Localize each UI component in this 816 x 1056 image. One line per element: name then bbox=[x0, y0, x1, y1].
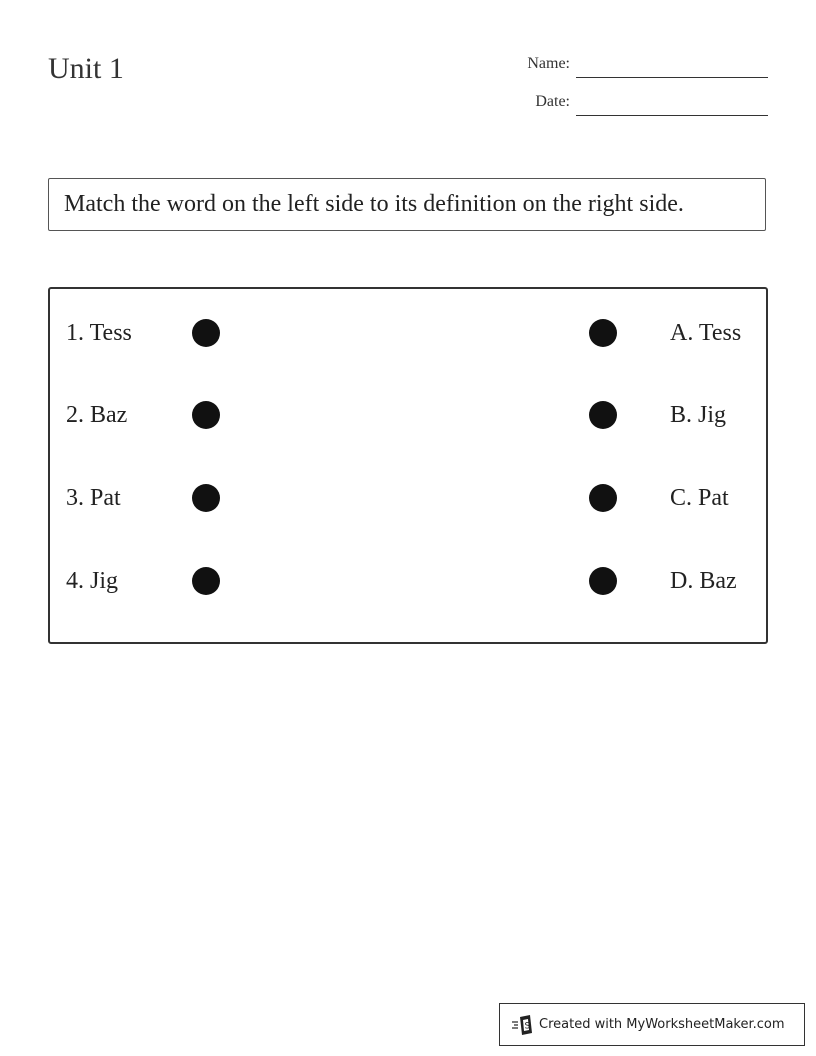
worksheet-maker-logo-icon bbox=[511, 1013, 535, 1037]
instructions-box: Match the word on the left side to its definition on the right side. bbox=[48, 178, 766, 231]
left-item: 3. Pat bbox=[66, 485, 121, 511]
left-match-dot[interactable] bbox=[192, 319, 220, 347]
page-title: Unit 1 bbox=[48, 52, 124, 85]
right-item: C. Pat bbox=[670, 485, 729, 511]
right-item: D. Baz bbox=[670, 568, 737, 594]
right-match-dot[interactable] bbox=[589, 484, 617, 512]
matching-box bbox=[48, 287, 768, 644]
name-label: Name: bbox=[527, 55, 570, 72]
left-match-dot[interactable] bbox=[192, 484, 220, 512]
match-row bbox=[50, 313, 766, 353]
date-label: Date: bbox=[535, 93, 570, 110]
footer-credit[interactable] bbox=[499, 1003, 805, 1046]
right-item: B. Jig bbox=[670, 402, 727, 428]
right-match-dot[interactable] bbox=[589, 567, 617, 595]
name-field-line bbox=[576, 77, 768, 78]
right-match-dot[interactable] bbox=[589, 401, 617, 429]
left-match-dot[interactable] bbox=[192, 567, 220, 595]
right-item: A. Tess bbox=[670, 320, 742, 346]
left-item: 1. Tess bbox=[66, 320, 132, 346]
left-item: 2. Baz bbox=[66, 402, 128, 428]
date-field-line bbox=[576, 115, 768, 116]
footer-text: Created with MyWorksheetMaker.com bbox=[539, 1017, 785, 1032]
match-row bbox=[50, 478, 766, 518]
left-item: 4. Jig bbox=[66, 568, 119, 594]
match-row bbox=[50, 395, 766, 435]
left-match-dot[interactable] bbox=[192, 401, 220, 429]
svg-text:S: S bbox=[524, 1021, 531, 1031]
right-match-dot[interactable] bbox=[589, 319, 617, 347]
match-row bbox=[50, 561, 766, 601]
